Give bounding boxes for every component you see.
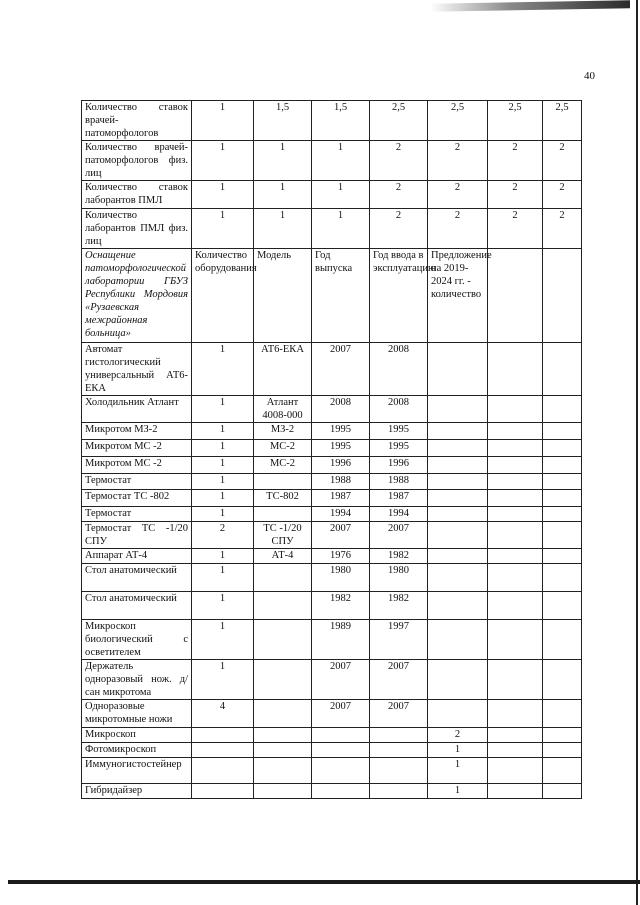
cell: 1 — [192, 181, 254, 209]
cell: 1 — [312, 209, 370, 249]
equipment-year-commissioned: 2007 — [370, 660, 428, 700]
empty-cell — [488, 700, 543, 728]
equipment-year-made: 2007 — [312, 343, 370, 396]
empty-cell — [543, 620, 582, 660]
cell: 1 — [254, 209, 312, 249]
empty-cell — [543, 343, 582, 396]
equipment-year-made: 2007 — [312, 660, 370, 700]
cell: 1 — [312, 141, 370, 181]
equipment-year-made: 1996 — [312, 457, 370, 474]
staff-row — [82, 209, 582, 249]
header-equipment-name: Оснащение патоморфологической лаборатории ГБУЗ Республики Мордовия «Рузаевская межрайонная больница» — [82, 249, 192, 343]
equipment-model: АТ-4 — [254, 549, 312, 564]
equipment-proposal — [428, 457, 488, 474]
cell: 2 — [543, 181, 582, 209]
header-model: Модель — [254, 249, 312, 343]
equipment-year-commissioned: 2007 — [370, 522, 428, 549]
cell: 2 — [488, 141, 543, 181]
equipment-proposal — [428, 620, 488, 660]
equipment-name: Микротом МС -2 — [82, 457, 192, 474]
equipment-name: Аппарат АТ-4 — [82, 549, 192, 564]
empty-cell — [488, 423, 543, 440]
equipment-proposal — [428, 440, 488, 457]
cell: 2 — [543, 141, 582, 181]
equipment-header-row — [82, 249, 582, 343]
equipment-row — [82, 620, 582, 660]
equipment-proposal — [428, 474, 488, 490]
equipment-count: 2 — [192, 522, 254, 549]
empty-cell — [543, 564, 582, 592]
equipment-year-commissioned: 1980 — [370, 564, 428, 592]
equipment-row — [82, 743, 582, 758]
equipment-proposal — [428, 564, 488, 592]
equipment-row — [82, 490, 582, 507]
equipment-name: Микротом МЗ-2 — [82, 423, 192, 440]
empty-cell — [488, 249, 543, 343]
equipment-model — [254, 728, 312, 743]
empty-cell — [543, 728, 582, 743]
equipment-name: Фотомикроскоп — [82, 743, 192, 758]
empty-cell — [543, 457, 582, 474]
equipment-proposal — [428, 396, 488, 423]
equipment-year-made: 1994 — [312, 507, 370, 522]
empty-cell — [488, 396, 543, 423]
equipment-model: АТ6-ЕКА — [254, 343, 312, 396]
staff-row — [82, 181, 582, 209]
equipment-count — [192, 784, 254, 799]
equipment-name: Гибридайзер — [82, 784, 192, 799]
empty-cell — [543, 474, 582, 490]
equipment-year-made: 1982 — [312, 592, 370, 620]
cell: 2 — [543, 209, 582, 249]
equipment-proposal — [428, 592, 488, 620]
cell: 2 — [370, 209, 428, 249]
equipment-row — [82, 700, 582, 728]
staff-row — [82, 141, 582, 181]
cell: 1,5 — [254, 101, 312, 141]
equipment-year-commissioned: 2007 — [370, 700, 428, 728]
equipment-proposal — [428, 522, 488, 549]
equipment-name: Термостат ТС -1/20 СПУ — [82, 522, 192, 549]
empty-cell — [543, 743, 582, 758]
empty-cell — [543, 758, 582, 784]
equipment-row — [82, 564, 582, 592]
cell: 2 — [428, 209, 488, 249]
equipment-name: Одноразовые микротомные ножи — [82, 700, 192, 728]
equipment-name: Автомат гистологический универсальный АТ6-ЕКА — [82, 343, 192, 396]
empty-cell — [488, 343, 543, 396]
equipment-name: Термостат ТС -802 — [82, 490, 192, 507]
equipment-row — [82, 549, 582, 564]
equipment-count: 1 — [192, 592, 254, 620]
equipment-row — [82, 728, 582, 743]
equipment-name: Микроскоп — [82, 728, 192, 743]
equipment-count: 1 — [192, 549, 254, 564]
empty-cell — [543, 490, 582, 507]
equipment-proposal: 2 — [428, 728, 488, 743]
equipment-row — [82, 457, 582, 474]
equipment-year-commissioned: 2008 — [370, 396, 428, 423]
cell: 1,5 — [312, 101, 370, 141]
equipment-row — [82, 423, 582, 440]
equipment-count: 1 — [192, 343, 254, 396]
empty-cell — [543, 396, 582, 423]
equipment-count — [192, 728, 254, 743]
empty-cell — [488, 660, 543, 700]
empty-cell — [488, 564, 543, 592]
equipment-year-made: 1988 — [312, 474, 370, 490]
equipment-year-commissioned: 1982 — [370, 592, 428, 620]
header-proposal: Предложение на 2019-2024 гг. - количество — [428, 249, 488, 343]
equipment-count: 1 — [192, 620, 254, 660]
staff-row — [82, 101, 582, 141]
cell: 2 — [488, 209, 543, 249]
equipment-year-made — [312, 784, 370, 799]
equipment-model — [254, 700, 312, 728]
equipment-year-commissioned: 1996 — [370, 457, 428, 474]
equipment-row — [82, 784, 582, 799]
equipment-model: ТС-802 — [254, 490, 312, 507]
equipment-count: 1 — [192, 507, 254, 522]
cell: 2 — [370, 141, 428, 181]
empty-cell — [488, 758, 543, 784]
equipment-year-made — [312, 743, 370, 758]
equipment-year-made: 1980 — [312, 564, 370, 592]
page-number: 40 — [584, 70, 595, 82]
equipment-count — [192, 743, 254, 758]
equipment-name: Иммуногистостейнер — [82, 758, 192, 784]
equipment-count: 4 — [192, 700, 254, 728]
equipment-proposal — [428, 423, 488, 440]
equipment-row — [82, 507, 582, 522]
cell: 2 — [428, 141, 488, 181]
row-label: Количество ставок врачей-патоморфологов — [82, 101, 192, 141]
equipment-year-made: 1995 — [312, 423, 370, 440]
equipment-year-commissioned: 1982 — [370, 549, 428, 564]
empty-cell — [543, 507, 582, 522]
equipment-model: Атлант 4008-000 — [254, 396, 312, 423]
empty-cell — [488, 440, 543, 457]
equipment-year-made — [312, 758, 370, 784]
equipment-proposal — [428, 549, 488, 564]
equipment-year-made: 1995 — [312, 440, 370, 457]
empty-cell — [488, 620, 543, 660]
equipment-proposal — [428, 343, 488, 396]
equipment-year-commissioned — [370, 743, 428, 758]
equipment-model: МС-2 — [254, 457, 312, 474]
equipment-proposal — [428, 490, 488, 507]
equipment-name: Микротом МС -2 — [82, 440, 192, 457]
cell: 2,5 — [370, 101, 428, 141]
header-year-made: Год выпуска — [312, 249, 370, 343]
equipment-proposal: 1 — [428, 743, 488, 758]
equipment-proposal: 1 — [428, 784, 488, 799]
equipment-row — [82, 522, 582, 549]
header-count: Количество оборудования — [192, 249, 254, 343]
equipment-year-commissioned: 1988 — [370, 474, 428, 490]
empty-cell — [488, 728, 543, 743]
cell: 1 — [254, 181, 312, 209]
equipment-year-made: 2008 — [312, 396, 370, 423]
equipment-year-made: 1976 — [312, 549, 370, 564]
empty-cell — [488, 457, 543, 474]
equipment-model — [254, 507, 312, 522]
cell: 1 — [192, 101, 254, 141]
equipment-year-commissioned: 1997 — [370, 620, 428, 660]
empty-cell — [543, 440, 582, 457]
cell: 1 — [312, 181, 370, 209]
equipment-year-commissioned: 1995 — [370, 423, 428, 440]
empty-cell — [488, 522, 543, 549]
cell: 2 — [428, 181, 488, 209]
equipment-count: 1 — [192, 564, 254, 592]
equipment-name: Микроскоп биологический с осветителем — [82, 620, 192, 660]
equipment-count: 1 — [192, 396, 254, 423]
equipment-year-made — [312, 728, 370, 743]
equipment-year-made: 2007 — [312, 522, 370, 549]
equipment-proposal — [428, 507, 488, 522]
empty-cell — [488, 743, 543, 758]
equipment-row — [82, 343, 582, 396]
equipment-model — [254, 564, 312, 592]
equipment-model: МС-2 — [254, 440, 312, 457]
equipment-model — [254, 620, 312, 660]
cell: 2,5 — [543, 101, 582, 141]
equipment-count: 1 — [192, 457, 254, 474]
equipment-year-made: 1987 — [312, 490, 370, 507]
equipment-count: 1 — [192, 660, 254, 700]
equipment-year-commissioned: 1987 — [370, 490, 428, 507]
empty-cell — [543, 784, 582, 799]
cell: 2 — [488, 181, 543, 209]
cell: 2,5 — [428, 101, 488, 141]
row-label: Количество ставок лаборантов ПМЛ — [82, 181, 192, 209]
equipment-year-commissioned: 1995 — [370, 440, 428, 457]
equipment-count: 1 — [192, 423, 254, 440]
equipment-row — [82, 474, 582, 490]
scan-artifact — [430, 0, 630, 11]
cell: 1 — [192, 141, 254, 181]
equipment-model — [254, 474, 312, 490]
empty-cell — [488, 549, 543, 564]
cell: 2 — [370, 181, 428, 209]
equipment-model — [254, 758, 312, 784]
equipment-name: Держатель одноразовый нож. д/сан микротома — [82, 660, 192, 700]
row-label: Количество лаборантов ПМЛ физ. лиц — [82, 209, 192, 249]
empty-cell — [543, 660, 582, 700]
equipment-name: Холодильник Атлант — [82, 396, 192, 423]
equipment-model — [254, 592, 312, 620]
equipment-year-made: 2007 — [312, 700, 370, 728]
empty-cell — [488, 507, 543, 522]
empty-cell — [488, 784, 543, 799]
equipment-model — [254, 743, 312, 758]
equipment-year-made: 1989 — [312, 620, 370, 660]
equipment-year-commissioned: 2008 — [370, 343, 428, 396]
equipment-year-commissioned: 1994 — [370, 507, 428, 522]
equipment-model — [254, 660, 312, 700]
cell: 2,5 — [488, 101, 543, 141]
equipment-model — [254, 784, 312, 799]
cell: 1 — [192, 209, 254, 249]
empty-cell — [543, 522, 582, 549]
equipment-name: Термостат — [82, 507, 192, 522]
equipment-name: Стол анатомический — [82, 564, 192, 592]
row-label: Количество врачей-патоморфологов физ. лиц — [82, 141, 192, 181]
page-edge — [636, 0, 638, 905]
equipment-count: 1 — [192, 490, 254, 507]
equipment-row — [82, 440, 582, 457]
empty-cell — [488, 592, 543, 620]
empty-cell — [543, 549, 582, 564]
equipment-year-commissioned — [370, 784, 428, 799]
equipment-count — [192, 758, 254, 784]
empty-cell — [488, 474, 543, 490]
cell: 1 — [254, 141, 312, 181]
empty-cell — [543, 249, 582, 343]
equipment-year-commissioned — [370, 758, 428, 784]
empty-cell — [543, 423, 582, 440]
equipment-name: Стол анатомический — [82, 592, 192, 620]
scan-bottom-bar — [8, 880, 640, 884]
equipment-row — [82, 758, 582, 784]
empty-cell — [543, 592, 582, 620]
empty-cell — [543, 700, 582, 728]
equipment-count: 1 — [192, 474, 254, 490]
equipment-proposal — [428, 660, 488, 700]
equipment-count: 1 — [192, 440, 254, 457]
equipment-proposal — [428, 700, 488, 728]
equipment-table — [81, 100, 582, 799]
equipment-row — [82, 660, 582, 700]
empty-cell — [488, 490, 543, 507]
equipment-row — [82, 592, 582, 620]
equipment-year-commissioned — [370, 728, 428, 743]
equipment-model: ТС -1/20 СПУ — [254, 522, 312, 549]
equipment-name: Термостат — [82, 474, 192, 490]
equipment-row — [82, 396, 582, 423]
equipment-proposal: 1 — [428, 758, 488, 784]
equipment-model: МЗ-2 — [254, 423, 312, 440]
header-year-commissioned: Год ввода в эксплуатацию — [370, 249, 428, 343]
